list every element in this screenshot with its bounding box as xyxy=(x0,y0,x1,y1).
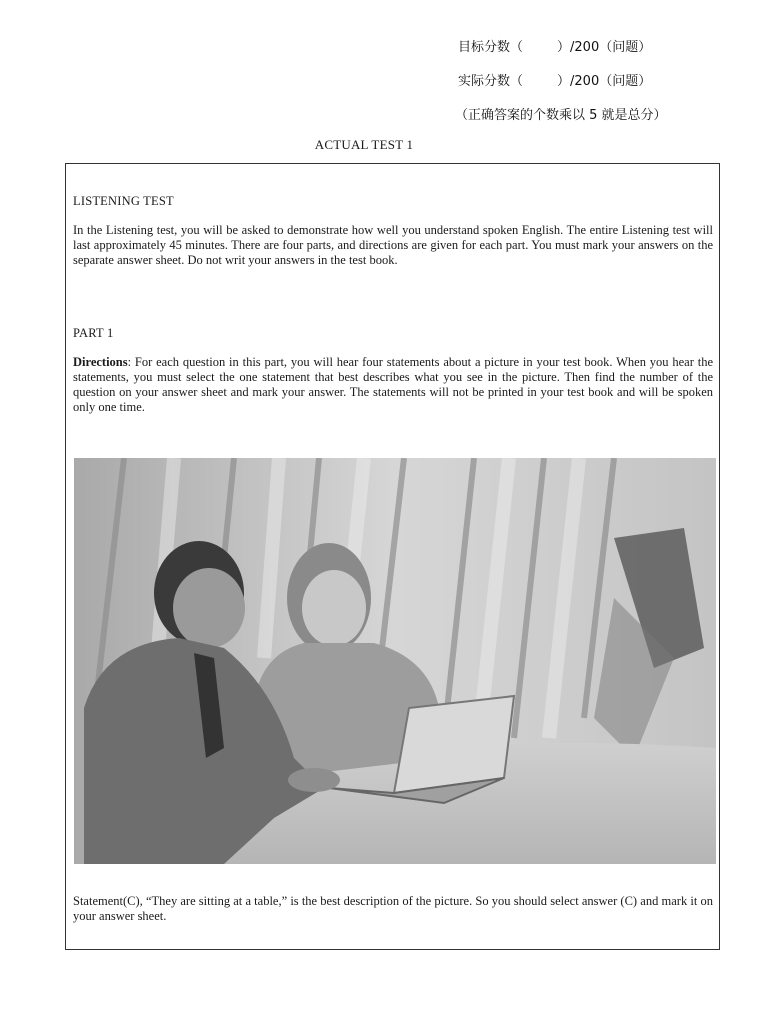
target-score-line xyxy=(458,36,651,55)
part1-directions-paragraph xyxy=(73,355,713,415)
part1-heading: PART 1 xyxy=(73,326,114,340)
actual-score-value: ）/200（问题） xyxy=(557,74,652,89)
test-content-box xyxy=(65,163,720,950)
directions-label: Directions xyxy=(73,355,128,369)
listening-test-heading: LISTENING TEST xyxy=(73,194,174,208)
listening-intro-paragraph: In the Listening test, you will be asked to demonstrate how well you understand spoken English. The entire Listening test will last approximately 45 minutes. There are four parts, and directions are given for each part. You must mark your answers on the separate answer sheet. Do not writ your answers in the test book. xyxy=(73,223,713,267)
actual-score-label: 实际分数（ xyxy=(458,74,524,89)
example-photo xyxy=(74,458,716,864)
actual-score-line xyxy=(458,70,651,89)
page-title: ACTUAL TEST 1 xyxy=(314,137,414,152)
office-photo-illustration xyxy=(74,458,716,864)
target-score-value: ）/200（问题） xyxy=(557,40,652,55)
target-score-label: 目标分数（ xyxy=(458,40,524,55)
score-note: （正确答案的个数乘以 5 就是总分） xyxy=(455,108,667,123)
directions-text: : For each question in this part, you will hear four statements about a picture in your test book. When you hear the statements, you must select the one statement that best describes what you see in the picture. Then find the number of the question on your answer sheet and mark your answer. The statements will not be printed in your test book and will be spoken only one time. xyxy=(73,355,713,414)
example-statement: Statement(C), “They are sitting at a table,” is the best description of the picture. So you should select answer (C) and mark it on your answer sheet. xyxy=(73,894,713,923)
